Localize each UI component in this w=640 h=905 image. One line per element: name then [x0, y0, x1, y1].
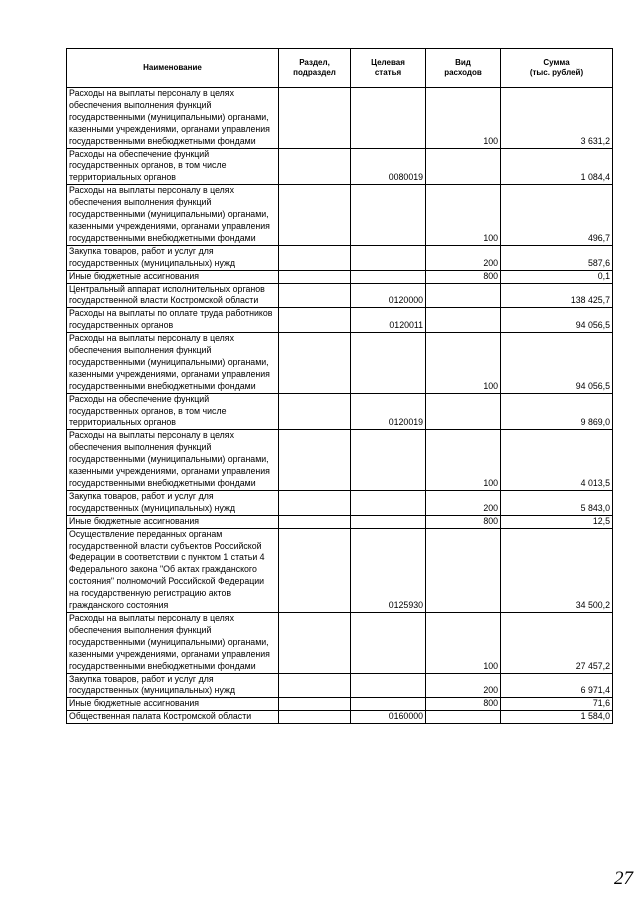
row-name: Расходы на выплаты персоналу в целях обеспечения выполнения функций государственными (муниципальными) органами, казенными учреждениями, органами управления государственными внебюджетными фондами [67, 612, 279, 673]
row-name: Общественная палата Костромской области [67, 711, 279, 724]
row-name: Иные бюджетные ассигнования [67, 698, 279, 711]
row-kind: 800 [426, 515, 501, 528]
row-target [351, 88, 426, 149]
row-sum: 4 013,5 [501, 430, 613, 491]
table-row [67, 185, 613, 246]
row-target [351, 185, 426, 246]
row-section [279, 245, 351, 270]
row-section [279, 673, 351, 698]
row-name: Центральный аппарат исполнительных органов государственной власти Костромской области [67, 283, 279, 308]
header-kind: Вид расходов [426, 49, 501, 88]
row-section [279, 148, 351, 185]
row-name: Осуществление переданных органам государственной власти субъектов Российской Федерации в соответствии с пунктом 1 статьи 4 Федерального закона "Об актах гражданского состояния" полномочий Российской Федерации на государственную регистрацию актов гражданского состояния [67, 528, 279, 612]
row-target: 0120019 [351, 393, 426, 430]
row-target [351, 490, 426, 515]
row-target [351, 612, 426, 673]
row-sum: 9 869,0 [501, 393, 613, 430]
row-section [279, 283, 351, 308]
row-section [279, 185, 351, 246]
row-kind: 100 [426, 430, 501, 491]
header-section: Раздел, подраздел [279, 49, 351, 88]
row-sum: 27 457,2 [501, 612, 613, 673]
row-name: Закупка товаров, работ и услуг для государственных (муниципальных) нужд [67, 673, 279, 698]
row-section [279, 430, 351, 491]
budget-document [66, 48, 612, 724]
row-kind: 800 [426, 270, 501, 283]
row-sum: 0,1 [501, 270, 613, 283]
row-target: 0120000 [351, 283, 426, 308]
row-name: Расходы на выплаты персоналу в целях обеспечения выполнения функций государственными (муниципальными) органами, казенными учреждениями, органами управления государственными внебюджетными фондами [67, 88, 279, 149]
row-name: Расходы на выплаты персоналу в целях обеспечения выполнения функций государственными (муниципальными) органами, казенными учреждениями, органами управления государственными внебюджетными фондами [67, 185, 279, 246]
row-name: Расходы на выплаты персоналу в целях обеспечения выполнения функций государственными (муниципальными) органами, казенными учреждениями, органами управления государственными внебюджетными фондами [67, 430, 279, 491]
table-row [67, 393, 613, 430]
table-row [67, 612, 613, 673]
row-section [279, 88, 351, 149]
row-kind [426, 528, 501, 612]
row-section [279, 393, 351, 430]
table-row [67, 333, 613, 394]
row-kind: 800 [426, 698, 501, 711]
table-row [67, 698, 613, 711]
row-kind [426, 711, 501, 724]
table-header-row [67, 49, 613, 88]
row-sum: 94 056,5 [501, 333, 613, 394]
row-name: Закупка товаров, работ и услуг для государственных (муниципальных) нужд [67, 245, 279, 270]
table-row [67, 430, 613, 491]
row-section [279, 515, 351, 528]
row-name: Расходы на обеспечение функций государственных органов, в том числе территориальных органов [67, 393, 279, 430]
row-name: Расходы на выплаты по оплате труда работников государственных органов [67, 308, 279, 333]
row-sum: 496,7 [501, 185, 613, 246]
row-sum: 587,6 [501, 245, 613, 270]
row-target [351, 698, 426, 711]
row-section [279, 270, 351, 283]
row-kind: 100 [426, 88, 501, 149]
header-target: Целевая статья [351, 49, 426, 88]
row-target [351, 430, 426, 491]
row-kind: 200 [426, 245, 501, 270]
row-sum: 94 056,5 [501, 308, 613, 333]
header-sum: Сумма (тыс. рублей) [501, 49, 613, 88]
row-sum: 5 843,0 [501, 490, 613, 515]
row-target [351, 270, 426, 283]
row-target [351, 673, 426, 698]
row-section [279, 528, 351, 612]
row-kind: 100 [426, 333, 501, 394]
table-row [67, 245, 613, 270]
row-kind: 100 [426, 612, 501, 673]
row-sum: 12,5 [501, 515, 613, 528]
row-name: Расходы на обеспечение функций государственных органов, в том числе территориальных органов [67, 148, 279, 185]
row-sum: 138 425,7 [501, 283, 613, 308]
table-row [67, 283, 613, 308]
row-target [351, 333, 426, 394]
row-target: 0160000 [351, 711, 426, 724]
table-row [67, 148, 613, 185]
row-name: Иные бюджетные ассигнования [67, 270, 279, 283]
row-target: 0125930 [351, 528, 426, 612]
row-section [279, 308, 351, 333]
table-body [67, 88, 613, 724]
row-sum: 1 084,4 [501, 148, 613, 185]
table-row [67, 490, 613, 515]
row-kind: 100 [426, 185, 501, 246]
row-section [279, 698, 351, 711]
row-name: Иные бюджетные ассигнования [67, 515, 279, 528]
row-sum: 6 971,4 [501, 673, 613, 698]
table-row [67, 270, 613, 283]
row-kind [426, 308, 501, 333]
row-kind: 200 [426, 490, 501, 515]
table-row [67, 88, 613, 149]
table-row [67, 515, 613, 528]
row-kind [426, 148, 501, 185]
row-kind: 200 [426, 673, 501, 698]
table-row [67, 711, 613, 724]
row-name: Закупка товаров, работ и услуг для государственных (муниципальных) нужд [67, 490, 279, 515]
budget-table [66, 48, 613, 724]
row-target: 0120011 [351, 308, 426, 333]
row-kind [426, 393, 501, 430]
page-number: 27 [614, 868, 633, 889]
row-section [279, 333, 351, 394]
table-row [67, 528, 613, 612]
row-name: Расходы на выплаты персоналу в целях обеспечения выполнения функций государственными (муниципальными) органами, казенными учреждениями, органами управления государственными внебюджетными фондами [67, 333, 279, 394]
row-target: 0080019 [351, 148, 426, 185]
table-row [67, 673, 613, 698]
header-name: Наименование [67, 49, 279, 88]
row-target [351, 245, 426, 270]
row-sum: 71,6 [501, 698, 613, 711]
row-sum: 1 584,0 [501, 711, 613, 724]
row-section [279, 711, 351, 724]
row-target [351, 515, 426, 528]
row-sum: 34 500,2 [501, 528, 613, 612]
table-row [67, 308, 613, 333]
row-section [279, 612, 351, 673]
row-kind [426, 283, 501, 308]
row-section [279, 490, 351, 515]
row-sum: 3 631,2 [501, 88, 613, 149]
